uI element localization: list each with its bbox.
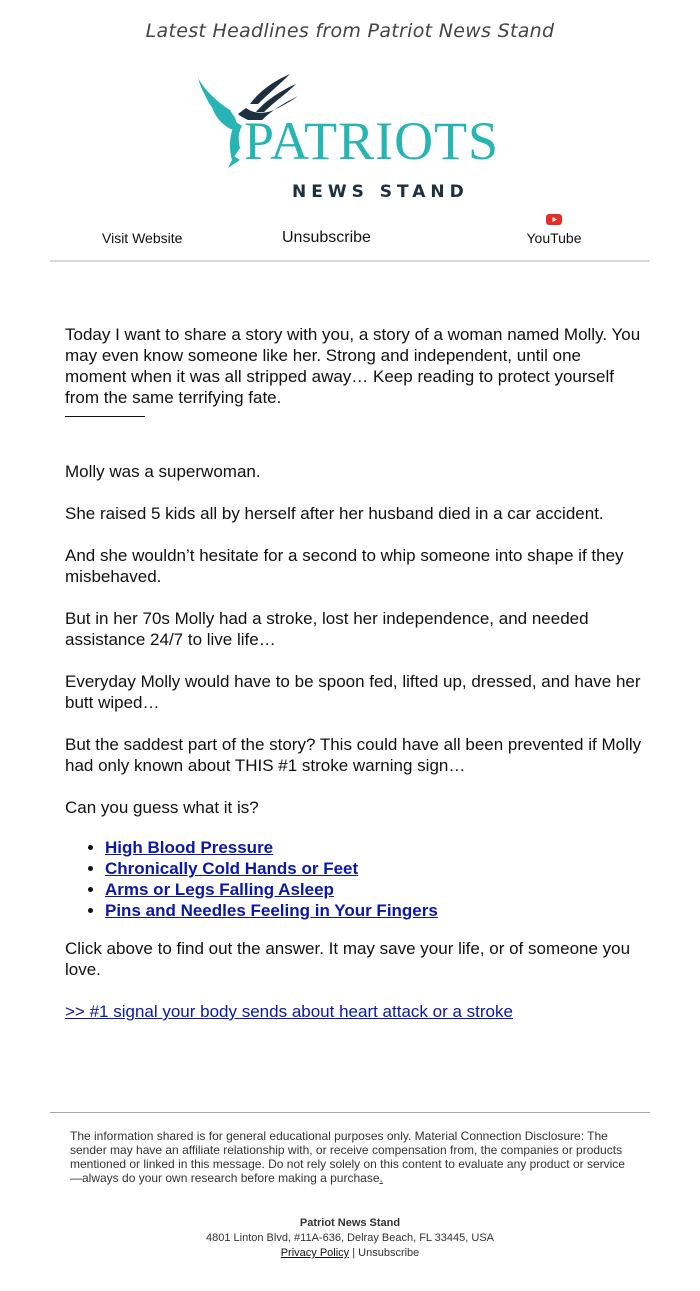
list-item [105, 837, 645, 858]
cta-link[interactable]: >> #1 signal your body sends about heart attack or a stroke [65, 1002, 513, 1021]
footer-separator: | [352, 1247, 356, 1259]
disclaimer-body: The information shared is for general educational purposes only. Material Connection Disclosure: The sender may have an affiliate relationship with, or receive compensation from, the companies or products mentioned or linked in this message. Do not rely solely on this content to evaluate any product or service—always do your own research before making a purchase [70, 1129, 625, 1185]
unsubscribe-link[interactable]: Unsubscribe [282, 229, 371, 246]
patriots-news-stand-logo[interactable] [190, 70, 510, 205]
list-item [105, 879, 645, 900]
paragraph-4: But in her 70s Molly had a stroke, lost her independence, and needed assistance 24/7 to live life… [65, 609, 589, 649]
youtube-link[interactable] [526, 212, 582, 246]
option-link-pins-needles[interactable]: Pins and Needles Feeling in Your Fingers [105, 901, 438, 920]
company-footer [0, 1216, 700, 1261]
youtube-icon [546, 214, 562, 225]
paragraph-2: She raised 5 kids all by herself after her husband died in a car accident. [65, 504, 604, 523]
logo-wordmark: PATRIOTS [244, 111, 500, 171]
cta-paragraph [65, 1001, 645, 1022]
paragraph-3: And she wouldn’t hesitate for a second to whip someone into shape if they misbehaved. [65, 546, 624, 586]
answer-options-list [65, 837, 645, 921]
privacy-policy-link[interactable]: Privacy Policy [280, 1247, 350, 1259]
paragraph-1: Molly was a superwoman. [65, 462, 261, 481]
disclaimer-text [70, 1129, 630, 1185]
footer-links [0, 1246, 700, 1261]
paragraph-5: Everyday Molly would have to be spoon fed, lifted up, dressed, and have her butt wiped… [65, 672, 641, 712]
after-paragraph: Click above to find out the answer. It may save your life, or of someone you love. [65, 939, 631, 979]
footer-divider [50, 1112, 650, 1113]
list-item [105, 900, 645, 921]
footer-unsubscribe-link[interactable]: Unsubscribe [358, 1247, 420, 1259]
visit-website-link[interactable]: Visit Website [102, 230, 183, 246]
option-link-cold-hands[interactable]: Chronically Cold Hands or Feet [105, 859, 359, 878]
disclaimer-end: . [379, 1171, 383, 1185]
question-paragraph: Can you guess what it is? [65, 798, 259, 817]
paragraph-6: But the saddest part of the story? This could have all been prevented if Molly had only known about THIS #1 stroke warning sign… [65, 735, 642, 775]
youtube-label: YouTube [526, 230, 582, 246]
preheader-text: Latest Headlines from Patriot News Stand [145, 20, 555, 42]
list-item [105, 858, 645, 879]
intro-paragraph: Today I want to share a story with you, a story of a woman named Molly. You may even know someone like her. Strong and independent, until one moment when it was all stripped away… Keep reading to protect yourself from the same terrifying fate. [65, 325, 641, 407]
top-navigation [50, 212, 650, 262]
short-divider [65, 416, 145, 417]
company-name: Patriot News Stand [299, 1217, 401, 1229]
company-address: 4801 Linton Blvd, #11A-636, Delray Beach, FL 33445, USA [205, 1232, 494, 1244]
logo-subtitle: NEWS STAND [292, 182, 469, 202]
option-link-high-blood-pressure[interactable]: High Blood Pressure [105, 838, 274, 857]
option-link-limbs-asleep[interactable]: Arms or Legs Falling Asleep [105, 880, 334, 899]
article-body [65, 324, 645, 1022]
